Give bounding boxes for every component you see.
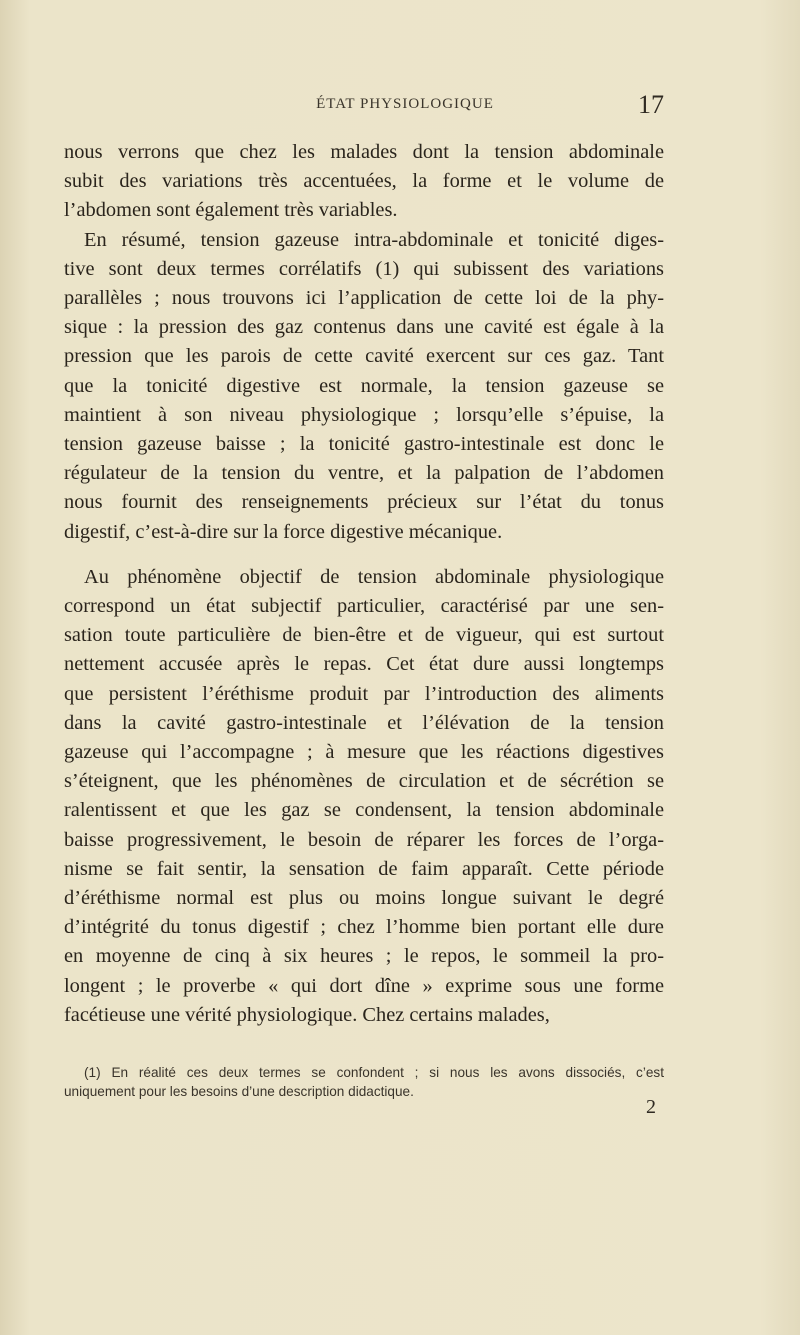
text-line: dans la cavité gastro-intestinale et l’élévation de la tension xyxy=(64,711,664,734)
text-line: correspond un état subjectif particulier, caractérisé par une sen- xyxy=(64,595,664,618)
text-line: tive sont deux termes corrélatifs (1) qui subissent des variations xyxy=(64,257,664,280)
text-line: ralentissent et que les gaz se condensent, la tension abdominale xyxy=(64,799,664,822)
text-line: sique : la pression des gaz contenus dans une cavité est égale à la xyxy=(64,316,664,339)
text-line: subit des variations très accentuées, la forme et le volume de xyxy=(64,170,664,193)
page-header xyxy=(0,90,800,126)
text-line: parallèles ; nous trouvons ici l’application de cette loi de la phy- xyxy=(64,287,664,310)
signature-mark: 2 xyxy=(646,1096,656,1118)
text-line: En résumé, tension gazeuse intra-abdominale et tonicité diges- xyxy=(84,228,664,251)
body-text xyxy=(64,138,664,1030)
text-line: nettement accusée après le repas. Cet état dure aussi longtemps xyxy=(64,653,664,676)
paragraph-1 xyxy=(64,138,664,226)
text-line: d’éréthisme normal est plus ou moins longue suivant le degré xyxy=(64,887,664,910)
text-line: facétieuse une vérité physiologique. Chez certains malades, xyxy=(64,1003,550,1026)
text-line: régulateur de la tension du ventre, et la palpation de l’abdomen xyxy=(64,462,664,485)
text-line: d’intégrité du tonus digestif ; chez l’homme bien portant elle dure xyxy=(64,916,664,939)
footnote-line: (1) En réalité ces deux termes se confondent ; si nous les avons dissociés, c’est xyxy=(84,1065,664,1080)
running-title: ÉTAT PHYSIOLOGIQUE xyxy=(316,96,494,112)
paragraph-gap xyxy=(64,547,664,563)
text-line: que la tonicité digestive est normale, la tension gazeuse se xyxy=(64,374,664,397)
footnote xyxy=(64,1063,664,1101)
text-line: nous verrons que chez les malades dont la tension abdominale xyxy=(64,141,664,163)
text-line: longent ; le proverbe « qui dort dîne » exprime sous une forme xyxy=(64,974,664,997)
paragraph-2 xyxy=(64,226,664,547)
text-line: que persistent l’éréthisme produit par l’introduction des aliments xyxy=(64,682,664,705)
paragraph-3 xyxy=(64,563,664,1030)
text-line: sation toute particulière de bien-être et de vigueur, qui est surtout xyxy=(64,624,664,647)
text-line: nous fournit des renseignements précieux sur l’état du tonus xyxy=(64,491,664,514)
footnote-line: uniquement pour les besoins d’une description didactique. xyxy=(64,1084,414,1099)
text-line: nisme se fait sentir, la sensation de faim apparaît. Cette période xyxy=(64,857,664,880)
text-line: tension gazeuse baisse ; la tonicité gastro-intestinale est donc le xyxy=(64,433,664,456)
text-line: digestif, c’est-à-dire sur la force digestive mécanique. xyxy=(64,520,503,543)
text-line: en moyenne de cinq à six heures ; le repos, le sommeil la pro- xyxy=(64,945,664,968)
text-line: s’éteignent, que les phénomènes de circulation et de sécrétion se xyxy=(64,770,664,793)
page-number: 17 xyxy=(638,90,664,119)
text-line: maintient à son niveau physiologique ; lorsqu’elle s’épuise, la xyxy=(64,403,664,426)
text-line: l’abdomen sont également très variables. xyxy=(64,199,398,222)
text-line: baisse progressivement, le besoin de réparer les forces de l’orga- xyxy=(64,828,664,851)
text-line: Au phénomène objectif de tension abdominale physiologique xyxy=(84,565,664,588)
text-line: pression que les parois de cette cavité exercent sur ces gaz. Tant xyxy=(64,345,664,368)
text-line: gazeuse qui l’accompagne ; à mesure que les réactions digestives xyxy=(64,741,664,764)
